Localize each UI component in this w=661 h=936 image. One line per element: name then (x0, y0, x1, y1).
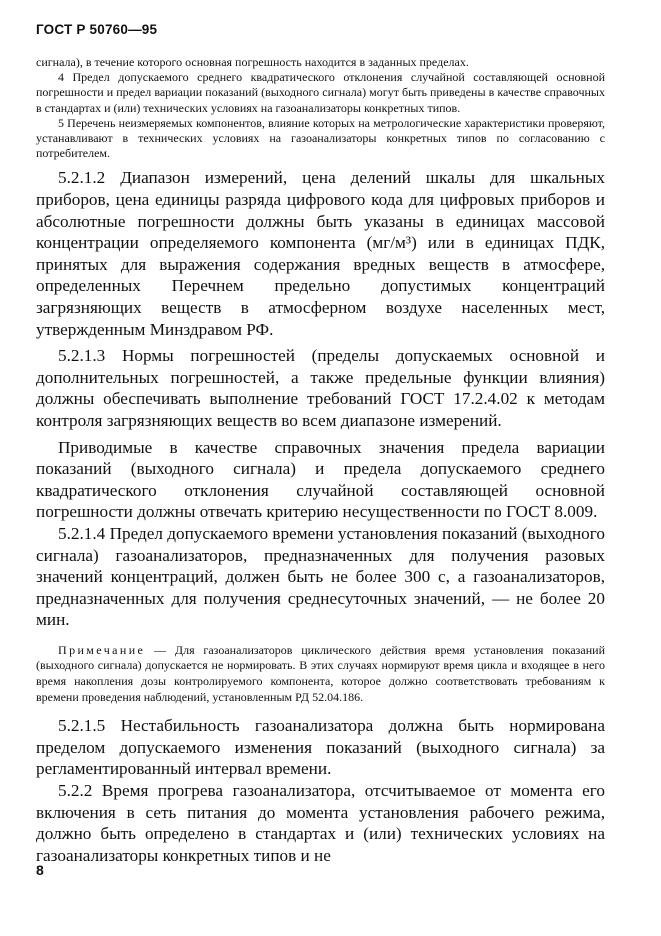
paragraph-5-2-1-3-continued: Приводимые в качестве справочных значения предела вариации показаний (выходного сигнала) и предела допускаемого среднего квадратического отклонения случайной составляющей основной погрешности должны отвечать критерию несущественности по ГОСТ 8.009. (36, 437, 605, 522)
notes-top (36, 55, 605, 161)
paragraph-5-2-1-3: 5.2.1.3 Нормы погрешностей (пределы допускаемых основной и дополнительных погрешностей, а также предельные функции влияния) должны обеспечивать выполнение требований ГОСТ 17.2.4.02 к методам контроля загрязняющих веществ во всем диапазоне измерений. (36, 346, 605, 430)
paragraph-5-2-1-4: 5.2.1.4 Предел допускаемого времени установления показаний (выходного сигнала) газоанализаторов, предназначенных для получения разовых значений концентраций, должен быть не более 300 с, а газоанализаторов, предназначенных для получения среднесуточных значений, — не более 20 мин. (36, 523, 605, 630)
paragraph-5-2-2: 5.2.2 Время прогрева газоанализатора, отсчитываемое от момента его включения в сеть питания до момента установления рабочего режима, должно быть определено в стандартах и (или) технических условиях на газоанализаторы конкретных типов и не (36, 781, 605, 865)
body-text-lower (36, 715, 605, 866)
note-5: 5 Перечень неизмеряемых компонентов, влияние которых на метрологические характеристики проверяют, устанавливают в технических условиях на газоанализаторы конкретных типов по согласованию с потребителем. (36, 115, 605, 161)
paragraph-5-2-1-2: 5.2.1.2 Диапазон измерений, цена делений шкалы для шкальных приборов, цена единицы разряда цифрового кода для цифровых приборов и абсолютные погрешности должны быть указаны в единицах массовой концентрации определяемого компонента (мг/м³) или в единицах ПДК, принятых для выражения содержания вредных веществ в атмосфере, определенных Перечнем предельно допустимых концентраций загрязняющих веществ в атмосферном воздухе населенных мест, утвержденным Минздравом РФ. (36, 168, 605, 339)
paragraph-5-2-1-5: 5.2.1.5 Нестабильность газоанализатора должна быть нормирована пределом допускаемого изменения показаний (выходного сигнала) за регламентированный интервал времени. (36, 716, 605, 779)
note-4: 4 Предел допускаемого среднего квадратического отклонения случайной составляющей основной погрешности и предел вариации показаний (выходного сигнала) могут быть приведены в качестве справочных в стандартах и (или) технических условиях на газоанализаторы конкретных типов. (36, 70, 605, 115)
document-header: ГОСТ Р 50760—95 (36, 22, 158, 37)
note-paragraph (36, 643, 605, 705)
note-continuation: сигнала), в течение которого основная погрешность находится в заданных пределах. (36, 55, 469, 69)
body-text (36, 167, 605, 630)
note-block (36, 643, 605, 705)
note-label: Примечание (58, 642, 146, 657)
page-number: 8 (36, 862, 44, 878)
note-text: — Для газоанализаторов циклического действия время установления показаний (выходного сигнала) допускается не нормировать. В этих случаях нормируют время цикла и входящее в него время накопления дозы контролируемого компонента, которое должно соответствовать требованиям к времени проведения наблюдений, установленным РД 52.04.186. (36, 642, 605, 704)
